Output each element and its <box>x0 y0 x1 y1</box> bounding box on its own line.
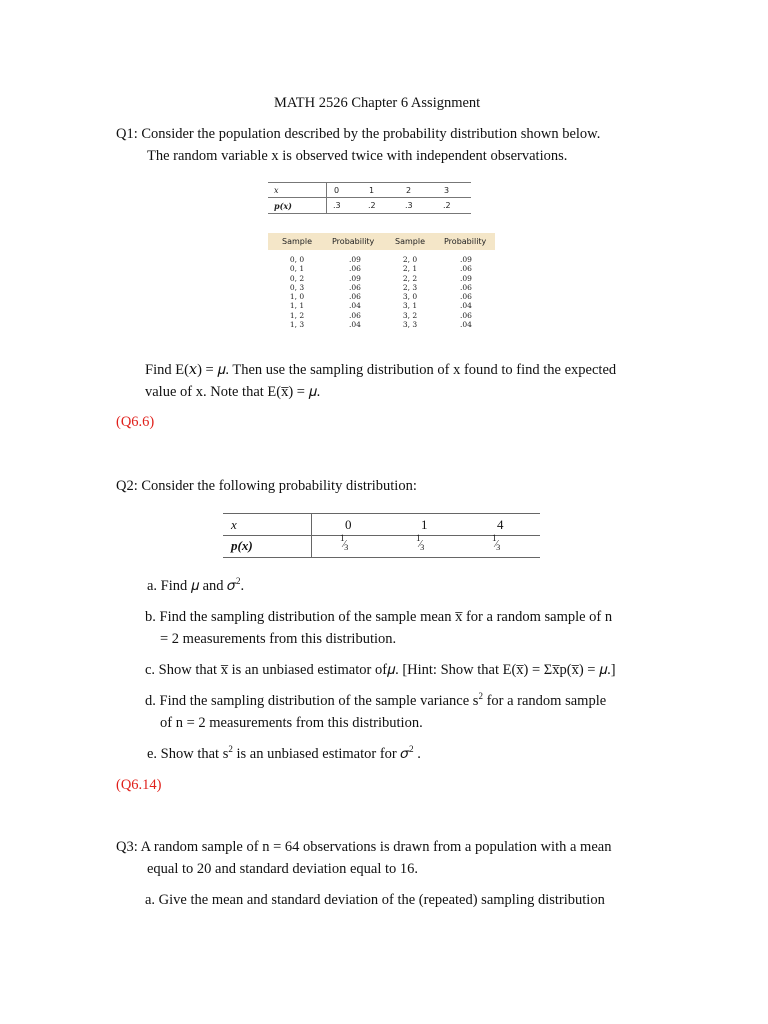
probability-cell: .06 <box>349 264 361 274</box>
probability-cell: .09 <box>460 255 472 264</box>
fraction-numerator: 1 <box>340 533 344 543</box>
p-value: .3 <box>405 201 413 210</box>
probability-cell: .06 <box>349 310 361 320</box>
part-e-text: e. Show that s <box>147 746 229 762</box>
sample-column <box>286 255 308 329</box>
px-label: p(x) <box>274 201 292 211</box>
q1-find-line-1: Find E(𝑥) = 𝜇. Then use the sampling distribution of x found to find the expected <box>145 362 617 378</box>
fraction-denominator: 3 <box>420 543 424 552</box>
probability-cell: .04 <box>349 320 361 330</box>
superscript: 2 <box>235 576 241 586</box>
x-value: 0 <box>345 517 352 532</box>
x-label: x <box>274 186 279 195</box>
sample-cell: 2, 3 <box>402 282 418 292</box>
q2-part-d-line-2: of n = 2 measurements from this distribution. <box>160 715 423 731</box>
probability-fraction: $^1⁄_3$ <box>416 533 424 552</box>
q1-line-1: Q1: Consider the population described by the probability distribution shown below. <box>116 126 601 142</box>
q1-sample-table <box>268 233 495 337</box>
x-label: x <box>231 517 237 532</box>
x-value: 2 <box>406 186 412 195</box>
x-value: 1 <box>369 186 375 195</box>
x-value: 1 <box>421 517 428 532</box>
sample-cell: 1, 0 <box>289 292 305 302</box>
q1-distribution-table <box>268 182 471 214</box>
sample-column <box>399 255 421 329</box>
q2-distribution-table <box>223 513 540 558</box>
sample-cell: 1, 2 <box>289 310 305 320</box>
q3-line-2: equal to 20 and standard deviation equal to 16. <box>147 861 418 877</box>
sample-cell: 0, 0 <box>289 255 305 264</box>
p-value: .2 <box>443 201 451 210</box>
probability-cell: .09 <box>460 273 472 283</box>
sample-cell: 3, 2 <box>402 310 418 320</box>
header-probability: Probability <box>444 237 487 246</box>
sample-cell: 3, 3 <box>402 320 418 330</box>
q1-find-line-2: value of x. Note that E(x̅) = 𝜇. <box>145 384 321 400</box>
q2-part-b-line-2: = 2 measurements from this distribution. <box>160 631 397 647</box>
part-a-end: . <box>240 578 245 594</box>
sample-cell: 2, 0 <box>402 255 418 264</box>
sample-cell: 0, 3 <box>289 282 305 292</box>
probability-cell: .06 <box>349 292 361 302</box>
q1-line-2: The random variable x is observed twice with independent observations. <box>147 148 568 164</box>
q2-part-e <box>147 746 421 763</box>
superscript: 2 <box>228 744 233 754</box>
header-sample: Sample <box>282 237 312 246</box>
q3-part-a: a. Give the mean and standard deviation of the (repeated) sampling distribution <box>145 892 605 908</box>
part-e-end: . <box>413 746 421 762</box>
probability-column <box>456 255 476 329</box>
sample-cell: 0, 1 <box>289 264 305 274</box>
q1-reference: (Q6.6) <box>116 414 155 430</box>
sample-cell: 3, 0 <box>402 292 418 302</box>
probability-cell: .06 <box>460 310 472 320</box>
probability-cell: .06 <box>460 264 472 274</box>
part-a-text: a. Find 𝜇 and 𝜎 <box>147 578 236 594</box>
probability-cell: .09 <box>349 273 361 283</box>
fraction-denominator: 3 <box>344 543 348 552</box>
part-d-text: d. Find the sampling distribution of the sample variance s <box>145 693 479 709</box>
sample-cell: 3, 1 <box>402 301 418 311</box>
q2-part-d-line-1 <box>145 693 606 710</box>
x-value: 0 <box>334 186 340 195</box>
x-value: 3 <box>444 186 450 195</box>
part-d-end: for a random sample <box>482 693 607 709</box>
x-value: 4 <box>497 517 504 532</box>
q3-line-1: Q3: A random sample of n = 64 observations is drawn from a population with a mean <box>116 839 612 855</box>
probability-cell: .04 <box>460 301 472 311</box>
q2-part-b-line-1: b. Find the sampling distribution of the sample mean x̅ for a random sample of n <box>145 609 613 625</box>
sample-cell: 2, 2 <box>402 273 418 283</box>
probability-cell: .06 <box>349 282 361 292</box>
probability-fraction: $^1⁄_3$ <box>492 533 500 552</box>
page-title: MATH 2526 Chapter 6 Assignment <box>274 95 481 111</box>
fraction-numerator: 1 <box>416 533 420 543</box>
probability-cell: .06 <box>460 282 472 292</box>
probability-cell: .04 <box>349 301 361 311</box>
sample-cell: 1, 1 <box>289 301 305 311</box>
px-label: p(x) <box>231 538 253 553</box>
header-sample: Sample <box>395 237 425 246</box>
header-probability: Probability <box>332 237 375 246</box>
superscript: 2 <box>409 744 414 754</box>
fraction-numerator: 1 <box>492 533 496 543</box>
q2-part-a <box>147 578 244 595</box>
probability-cell: .06 <box>460 292 472 302</box>
q2-intro: Q2: Consider the following probability distribution: <box>116 478 417 494</box>
q2-part-c: c. Show that x̅ is an unbiased estimator of𝜇. [Hint: Show that E(x̅) = Σx̅p(x̅) = 𝜇.] <box>145 662 616 678</box>
probability-fraction: $^1⁄_3$ <box>340 533 348 552</box>
probability-cell: .09 <box>349 255 361 264</box>
sample-cell: 1, 3 <box>289 320 305 330</box>
probability-column <box>345 255 365 329</box>
sample-table-header <box>268 233 495 250</box>
q2-reference: (Q6.14) <box>116 777 162 793</box>
p-value: .2 <box>368 201 376 210</box>
part-e-middle: is an unbiased estimator for 𝜎 <box>232 746 410 762</box>
superscript: 2 <box>478 691 483 701</box>
fraction-denominator: 3 <box>496 543 500 552</box>
sample-cell: 0, 2 <box>289 273 305 283</box>
sample-cell: 2, 1 <box>402 264 418 274</box>
p-value: .3 <box>333 201 341 210</box>
probability-cell: .04 <box>460 320 472 330</box>
